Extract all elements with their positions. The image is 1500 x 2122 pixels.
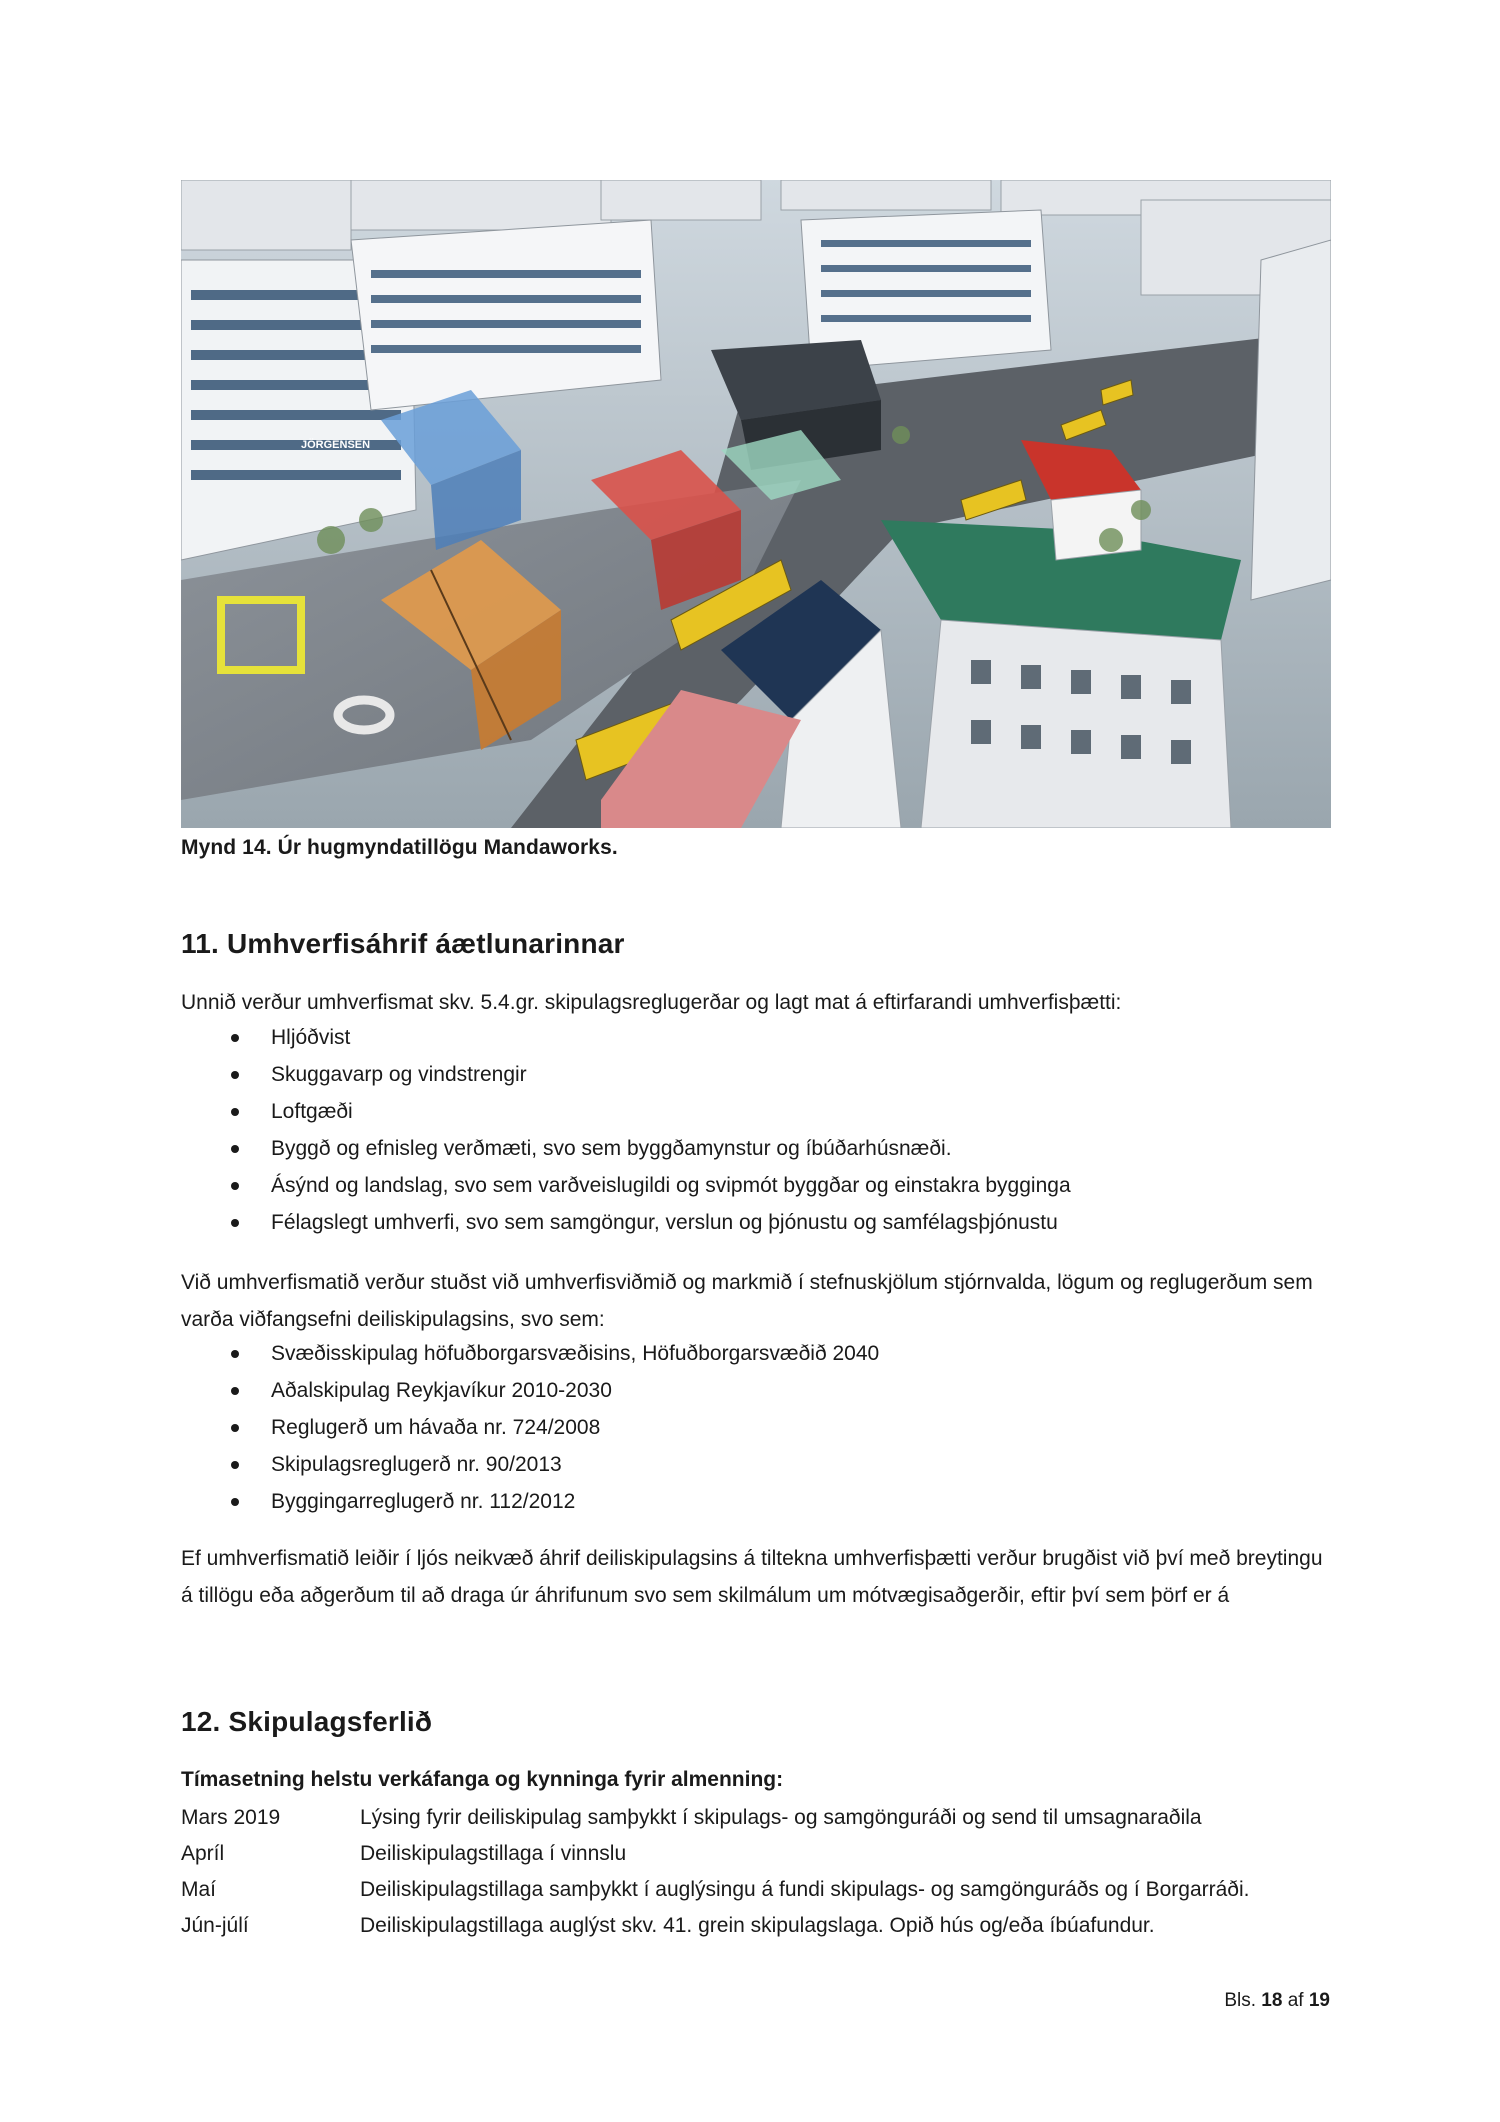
page-prefix: Bls.	[1224, 1990, 1257, 2011]
section-11-heading: 11. Umhverfisáhrif áætlunarinnar	[181, 928, 625, 959]
list-item: Byggð og efnisleg verðmæti, svo sem byggðamynstur og íbúðarhúsnæði.	[181, 1130, 1071, 1167]
schedule-month: Maí	[181, 1878, 217, 1901]
list-item: Aðalskipulag Reykjavíkur 2010-2030	[181, 1372, 879, 1409]
schedule-description: Deiliskipulagstillaga samþykkt í auglýsingu á fundi skipulags- og samgönguráðs og í Borgarráði.	[360, 1878, 1250, 1901]
figure-caption: Mynd 14. Úr hugmyndatillögu Mandaworks.	[181, 836, 618, 859]
reference-documents-list	[181, 1335, 879, 1520]
building-sign: JÖRGENSEN	[301, 439, 371, 451]
section-11-intro: Unnið verður umhverfismat skv. 5.4.gr. skipulagsreglugerðar og lagt mat á eftirfarandi umhverfisþætti:	[181, 991, 1122, 1014]
schedule-month: Apríl	[181, 1842, 225, 1865]
schedule-subheading: Tímasetning helstu verkáfanga og kynninga fyrir almenning:	[181, 1768, 784, 1791]
bullet-icon	[231, 1034, 239, 1042]
list-item: Skipulagsreglugerð nr. 90/2013	[181, 1446, 879, 1483]
list-item: Félagslegt umhverfi, svo sem samgöngur, verslun og þjónustu og samfélagsþjónustu	[181, 1204, 1071, 1241]
schedule-description: Lýsing fyrir deiliskipulag samþykkt í skipulags- og samgönguráði og send til umsagnaraðila	[360, 1806, 1202, 1829]
list-item: Hljóðvist	[181, 1019, 1071, 1056]
list-item: Ásýnd og landslag, svo sem varðveislugildi og svipmót byggðar og einstakra bygginga	[181, 1167, 1071, 1204]
aerial-rendering-image	[181, 180, 1331, 828]
environmental-factors-list	[181, 1019, 1071, 1241]
schedule-month: Jún-júlí	[181, 1914, 249, 1937]
section-12-heading: 12. Skipulagsferlið	[181, 1706, 433, 1737]
list-item: Skuggavarp og vindstrengir	[181, 1056, 1071, 1093]
list-item: Loftgæði	[181, 1093, 1071, 1130]
bullet-icon	[231, 1461, 239, 1469]
list-item: Byggingarreglugerð nr. 112/2012	[181, 1483, 879, 1520]
bullet-icon	[231, 1350, 239, 1358]
bullet-icon	[231, 1219, 239, 1227]
page-of: af	[1287, 1990, 1304, 2011]
bullet-icon	[231, 1387, 239, 1395]
section-11-paragraph-3: Ef umhverfismatið leiðir í ljós neikvæð áhrif deiliskipulagsins á tiltekna umhverfisþætti verður brugðist við því með breytingu á tillögu eða aðgerðum til að draga úr áhrifunum svo sem skilmálum um mótvægisaðgerðir, eftir því sem þörf er á	[181, 1547, 1323, 1607]
schedule-description: Deiliskipulagstillaga í vinnslu	[360, 1842, 627, 1865]
bullet-icon	[231, 1424, 239, 1432]
bullet-icon	[231, 1182, 239, 1190]
current-page: 18	[1261, 1990, 1283, 2011]
page-number	[1224, 1990, 1330, 2012]
total-pages: 19	[1308, 1990, 1330, 2011]
bullet-icon	[231, 1108, 239, 1116]
section-11-paragraph-2: Við umhverfismatið verður stuðst við umhverfisviðmið og markmið í stefnuskjölum stjórnvalda, lögum og reglugerðum sem varða viðfangsefni deiliskipulagsins, svo sem:	[181, 1271, 1313, 1331]
bullet-icon	[231, 1498, 239, 1506]
bullet-icon	[231, 1071, 239, 1079]
list-item: Reglugerð um hávaða nr. 724/2008	[181, 1409, 879, 1446]
list-item: Svæðisskipulag höfuðborgarsvæðisins, Höfuðborgarsvæðið 2040	[181, 1335, 879, 1372]
schedule-description: Deiliskipulagstillaga auglýst skv. 41. grein skipulagslaga. Opið hús og/eða íbúafundur.	[360, 1914, 1155, 1937]
bullet-icon	[231, 1145, 239, 1153]
schedule-month: Mars 2019	[181, 1806, 281, 1829]
